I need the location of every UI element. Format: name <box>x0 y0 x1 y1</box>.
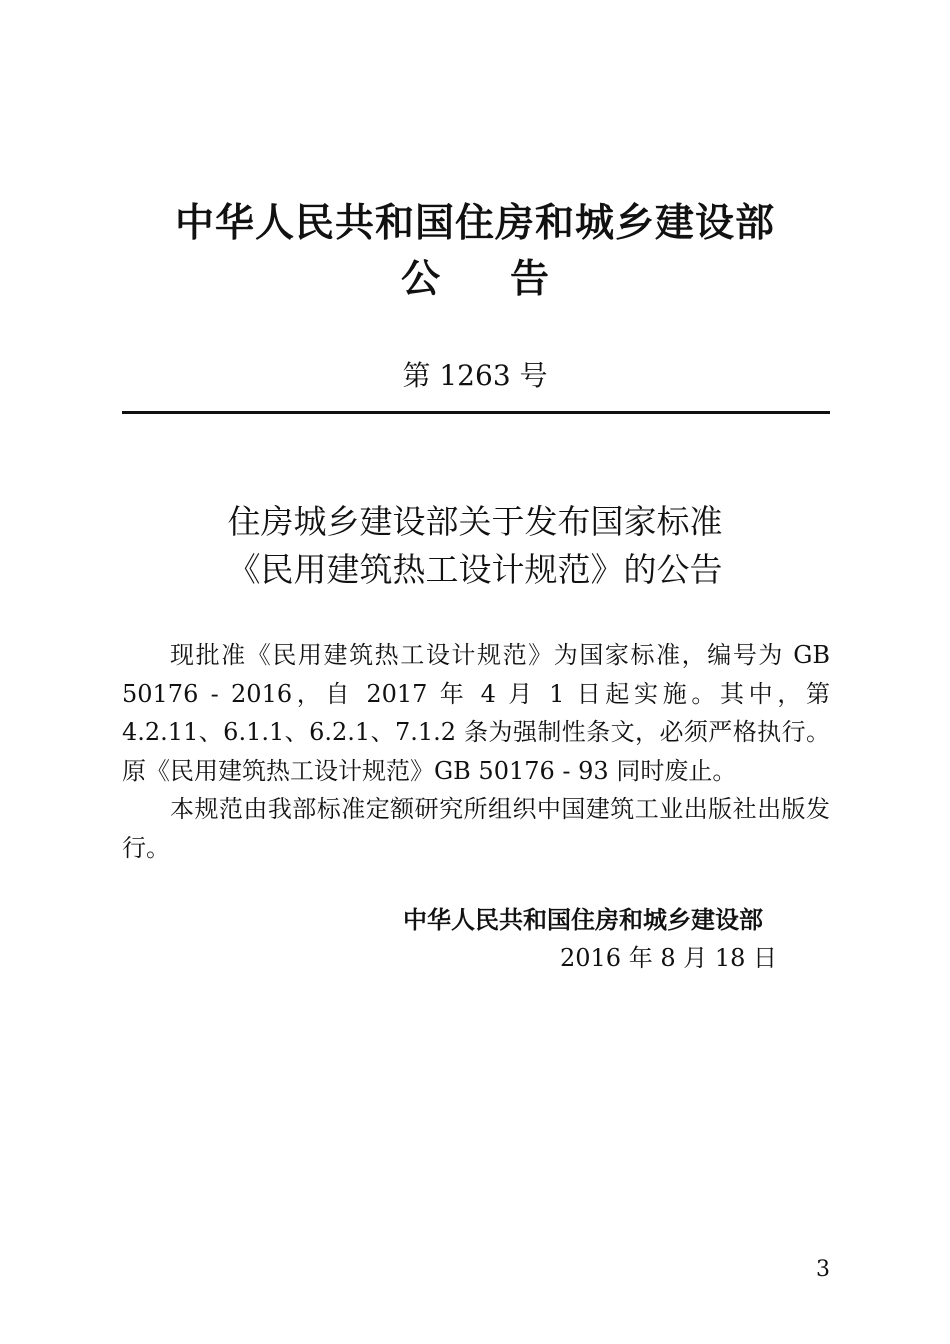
announcement-title <box>0 498 950 594</box>
page-number: 3 <box>816 1257 830 1282</box>
signature-date: 2016 年 8 月 18 日 <box>560 944 778 972</box>
announcement-title-line-2: 《民用建筑热工设计规范》的公告 <box>227 550 723 589</box>
announcement-body <box>122 636 830 867</box>
announcement-title-line-1: 住房城乡建设部关于发布国家标准 <box>227 502 723 541</box>
document-number: 第 1263 号 <box>402 359 548 392</box>
header-divider <box>122 411 830 414</box>
body-paragraph-2: 本规范由我部标准定额研究所组织中国建筑工业出版社出版发行。 <box>122 795 830 862</box>
body-paragraph-1: 现批准《民用建筑热工设计规范》为国家标准，编号为 GB 50176 - 2016，自 2017 年 4 月 1 日起实施。其中，第 4.2.11、6.1.1、6.2.1、7.1.2 条为强制性条文，必须严格执行。原《民用建筑热工设计规范》GB 50176 - 93 同时废止。 <box>122 641 830 785</box>
signature-organization: 中华人民共和国住房和城乡建设部 <box>403 906 763 934</box>
issuer-heading: 中华人民共和国住房和城乡建设部 <box>174 201 775 246</box>
notice-heading: 公告 <box>400 257 619 302</box>
